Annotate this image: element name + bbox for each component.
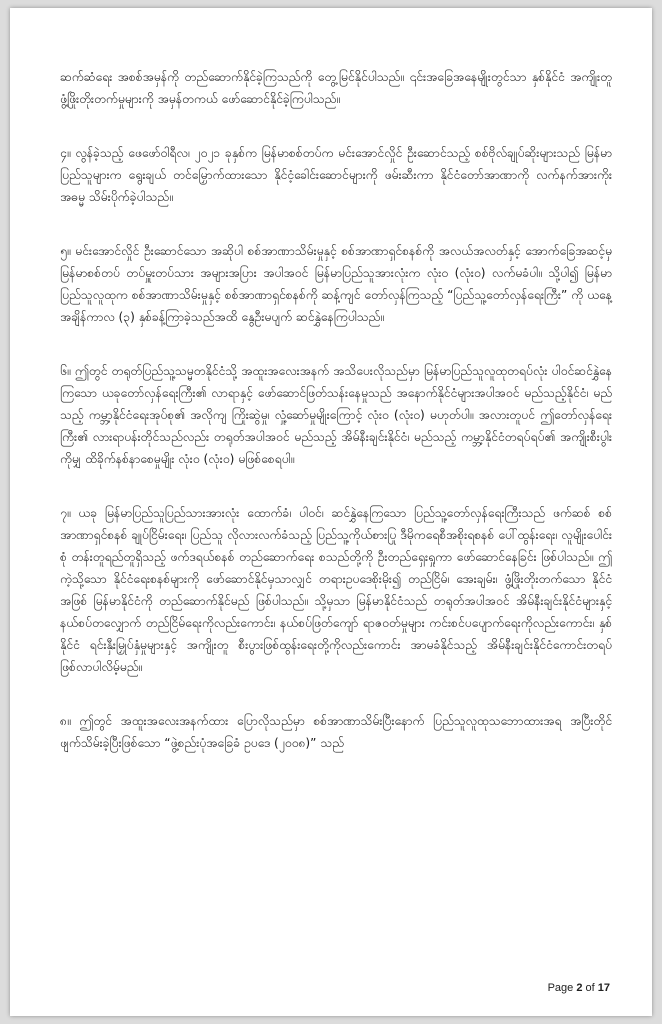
paragraph-gap	[60, 678, 612, 710]
paragraph-gap	[60, 470, 612, 502]
paragraph-8: ၈။ ဤတွင် အထူးအလေးအနက်ထား ပြောလိုသည်မှာ စစ်အာဏာသိမ်းပြီးနောက် ပြည်သူလူထုသဘောထားအရ အပြီးတိုင် ဖျက်သိမ်းခဲ့ပြီးဖြစ်သော “ဖွဲ့စည်းပုံအခြေခံ ဥပဒေ (၂၀၀၈)” သည်	[60, 714, 612, 750]
current-page: 2	[576, 982, 583, 994]
paragraph-gap	[60, 110, 612, 142]
paragraph-5: ၅။ မင်းအောင်လှိုင် ဦးဆောင်သော အဆိုပါ စစ်အာဏာသိမ်းမှုနှင့် စစ်အာဏာရှင်စနစ်ကို အလယ်အလတ်နှင့် အောက်ခြေအဆင့်မှ မြန်မာစစ်တပ် တပ်မှူးတပ်သား အများအပြား အပါအဝင် မြန်မာပြည်သူအားလုံးက လုံး၀ (လုံး၀) လက်မခံပါ။ သို့ပါ၍ မြန်မာပြည်သူလူထုက စစ်အာဏာသိမ်းမှုနှင့် စစ်အာဏာရှင်စနစ်ကို ဆန့်ကျင် တော်လှန်ကြသည့် “ပြည်သူ့တော်လှန်ရေးကြီး” ကို ယနေ့ အချိန်ကာလ (၃) နှစ်ခန့်ကြာခဲ့သည်အထိ နွေဦးမပျက် ဆင်နွှဲနေကြပါသည်။	[60, 244, 612, 324]
paragraph-gap	[60, 328, 612, 360]
page-of-label: of	[582, 982, 598, 994]
total-pages: 17	[597, 982, 610, 994]
page-content	[60, 66, 612, 754]
paragraph-6: ၆။ ဤတွင် တရုတ်ပြည်သူ့သမ္မတနိုင်ငံသို့ အထူးအလေးအနက် အသိပေးလိုသည်မှာ မြန်မာပြည်သူလူထုတရပ်လုံး ပါဝင်ဆင်နွှဲနေကြသော ယခုတော်လှန်ရေးကြီး၏ လာရာနှင့် ဖော်ဆောင်ဖြတ်သန်းနေမှုသည် အနောက်နိုင်ငံများအပါအဝင် မည်သည့်နိုင်ငံ၊ မည်သည့် ကမ္ဘာ့နိုင်ငံရေးအုပ်စု၏ အလိုကျ ကြိုးဆွဲမှု၊ လှုံ့ဆော်မှုမျိုးကြောင့် လုံး၀ (လုံး၀) မဟုတ်ပါ။ အလားတူပင် ဤတော်လှန်ရေးကြီး၏ လားရာပန်းတိုင်သည်လည်း တရုတ်အပါအဝင် မည်သည့် အိမ်နီးချင်းနိုင်ငံ၊ မည်သည့် ကမ္ဘာ့နိုင်ငံတရပ်ရပ်၏ အကျိုးစီးပွါးကိုမျှ ထိခိုက်နစ်နာစေမှုမျိုး လုံး၀ (လုံး၀) မဖြစ်စေရပါ။	[60, 364, 612, 466]
paragraph-4: ၄။ လွန်ခဲ့သည့် ဖေဖော်ဝါရီလ၊ ၂၀၂၁ ခုနှစ်က မြန်မာစစ်တပ်က မင်းအောင်လှိုင် ဦးဆောင်သည့် စစ်ဗိုလ်ချုပ်ဆိုးများသည် မြန်မာပြည်သူများက ရွေးချယ် တင်မြှောက်ထားသော နိုင်ငံ့ခေါင်းဆောင်များကို ဖမ်းဆီးကာ နိုင်ငံတော်အာဏာကို လက်နက်အားကိုး အဓမ္မ သိမ်းပိုက်ခဲ့ပါသည်။	[60, 146, 612, 204]
paragraph-continuation: ဆက်ဆံရေး အစစ်အမှန်ကို တည်ဆောက်နိုင်ခဲ့ကြသည်ကို တွေ့မြင်နိုင်ပါသည်။ ၎င်းအခြေအနေမျိုးတွင်သာ နှစ်နိုင်ငံ အကျိုးတူ ဖွံ့ဖြိုးတိုးတက်မှုများကို အမှန်တကယ် ဖော်ဆောင်နိုင်ခဲ့ကြပါသည်။	[60, 70, 612, 106]
paragraph-gap	[60, 208, 612, 240]
page-label: Page	[547, 982, 577, 994]
page-number	[548, 982, 610, 994]
paragraph-7: ၇။ ယခု မြန်မာပြည်သူပြည်သားအားလုံး ထောက်ခံ၊ ပါဝင်၊ ဆင်နွှဲနေကြသော ပြည်သူ့တော်လှန်ရေးကြီးသည် ဖက်ဆစ် စစ်အာဏာရှင်စနစ် ချုပ်ငြိမ်းရေး၊ ပြည်သူ လိုလားလက်ခံသည့် ပြည်သူ့ကိုယ်စားပြု ဒီမိုကရေစီအစိုးရစနစ် ပေါ်ထွန်းရေး၊ လူမျိုးပေါင်းစုံ တန်းတူရည်တူရှိသည့် ဖက်ဒရယ်စနစ် တည်ဆောက်ရေး စသည်တို့ကို ဦးတည်ရှေးရှုကာ ဖော်ဆောင်နေခြင်း ဖြစ်ပါသည်။ ဤကဲ့သို့သော နိုင်ငံရေးစနစ်များကို ဖော်ဆောင်နိုင်မှသာလျှင် တရားဥပဒေစိုးမိုး၍ တည်ငြိမ်၊ အေးချမ်း၊ ဖွံ့ဖြိုးတိုးတက်သော နိုင်ငံအဖြစ် မြန်မာနိုင်ငံကို တည်ဆောက်နိုင်မည် ဖြစ်ပါသည်။ သို့မှသာ မြန်မာနိုင်ငံသည် တရုတ်အပါအဝင် အိမ်နီးချင်းနိုင်ငံများနှင့် နယ်စပ်တလျှောက် တည်ငြိမ်ရေးကိုလည်းကောင်း၊ နယ်စပ်ဖြတ်ကျော် ရာဇဝတ်မှုများ ကင်းစင်ပပျောက်ရေးကိုလည်းကောင်း၊ နှစ်နိုင်ငံ ရင်းနှီးမြှုပ်နှံမှုများနှင့် အကျိုးတူ စီးပွားဖြစ်ထွန်းရေးတို့ကိုလည်းကောင်း အာမခံနိုင်သည့် အိမ်နီးချင်းနိုင်ငံကောင်းတရပ် ဖြစ်လာပါလိမ့်မည်။	[60, 506, 612, 674]
document-page	[10, 8, 652, 1016]
